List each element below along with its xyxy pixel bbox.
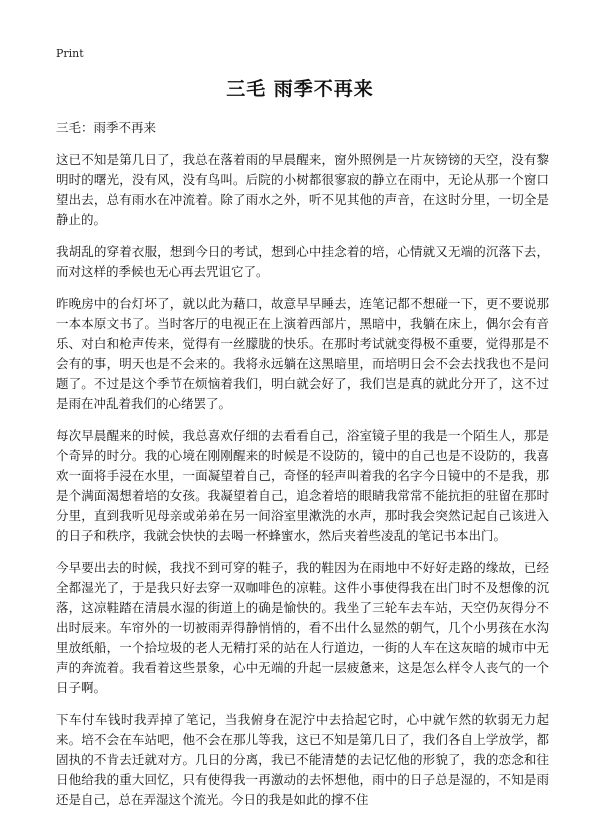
paragraph-1: 这已不知是第几日了，我总在落着雨的早晨醒来，窗外照例是一片灰镑镑的天空，没有黎明时的曙光，没有风，没有鸟叫。后院的小树都很寥寂的静立在雨中，无论从那一个窗口望出去，总有雨水在冲流着。除了雨水之外，听不见其他的声音，在这时分里，一切全是静止的。 (56, 152, 549, 227)
paragraph-3: 昨晚房中的台灯坏了，就以此为藉口，故意早早睡去，连笔记都不想碰一下，更不要说那一本本原文书了。当时客厅的电视正在上演着西部片，黑暗中，我躺在床上，偶尔会有音乐、对白和枪声传来，觉得有一丝朦胧的快乐。在那时考试就变得极不重要，觉得那是不会有的事，明天也是不会来的。我将永远躺在这黑暗里，而培明日会不会去找我也不是问题了。不过是这个季节在烦恼着我们，明白就会好了，我们岂是真的就此分开了，这不过是雨在冲乱着我们的心绪罢了。 (56, 296, 549, 411)
paragraph-6: 下车付车钱时我弄掉了笔记，当我俯身在泥泞中去拾起它时，心中就乍然的软弱无力起来。培不会在车站吧，他不会在那儿等我，这已不知是第几日了，我们各自上学放学，都固执的不肯去迁就对方。几日的分离，我已不能清楚的去记忆他的形貌了，我的恋念和往日他给我的重大回忆，只有使得我一再激动的去怀想他，雨中的日子总是湿的，不知是雨还是自己，总在弄湿这个流光。今日的我是如此的撑不住 (56, 712, 549, 807)
paragraph-5: 今早要出去的时候，我找不到可穿的鞋子，我的鞋因为在雨地中不好好走路的缘故，已经全都湿光了，于是我只好去穿一双咖啡色的凉鞋。这件小事使得我在出门时不及想像的沉落，这凉鞋踏在清晨水湿的街道上的确是愉快的。我坐了三轮车去车站，天空仍灰得分不出时辰来。车帘外的一切被雨弄得静悄悄的，看不出什么显然的朝气，几个小男孩在水沟里放纸船，一个拾垃圾的老人无精打采的站在人行道边，一街的人车在这灰暗的城市中无声的奔流着。我看着这些景象，心中无端的升起一层疲惫来，这是怎么样令人丧气的一个日子啊。 (56, 560, 549, 695)
article-body (56, 118, 549, 822)
article-subtitle: 三毛：雨季不再来 (56, 120, 157, 135)
paragraph-2: 我胡乱的穿着衣服，想到今日的考试，想到心中挂念着的培，心情就又无端的沉落下去，而对这样的季候也无心再去咒诅它了。 (56, 244, 549, 279)
print-label: Print (56, 47, 84, 60)
paragraph-4: 每次早晨醒来的时候，我总喜欢仔细的去看看自己，浴室镜子里的我是一个陌生人，那是个奇异的时分。我的心境在刚刚醒来的时候是不设防的，镜中的自己也是不设防的，我喜欢一面将手浸在水里，一面凝望着自己，奇怪的轻声叫着我的名字今日镜中的不是我，那是个满面渴想着培的女孩。我凝望着自己，追念着培的眼睛我常常不能抗拒的驻留在那时分里，直到我听见母亲或弟弟在另一间浴室里漱洗的水声，那时我会突然记起自己该进入的日子和秩序，我就会快快的去喝一杯蜂蜜水，然后夹着些凌乱的笔记书本出门。 (56, 428, 549, 543)
document-title: 三毛 雨季不再来 (226, 78, 374, 100)
